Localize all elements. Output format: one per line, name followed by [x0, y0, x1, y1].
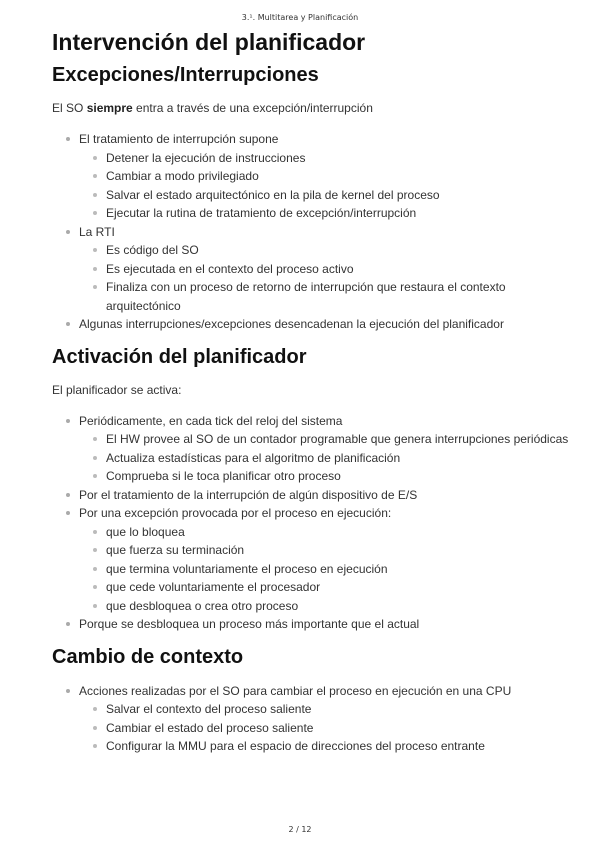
sub-list-item: El HW provee al SO de un contador programable que genera interrupciones periódicas — [106, 430, 572, 449]
section-heading: Cambio de contexto — [52, 645, 244, 668]
section-heading: Excepciones/Interrupciones — [52, 64, 319, 86]
section-activation — [52, 344, 572, 634]
intro-text: entra a través de una excepción/interrupción — [132, 101, 373, 115]
section-exceptions — [52, 62, 572, 334]
sub-bullet-list — [79, 430, 572, 486]
list-item — [79, 615, 572, 634]
sub-list-item: que cede voluntariamente el procesador — [106, 578, 572, 597]
intro-text: El SO — [52, 101, 87, 115]
sub-list-item: Actualiza estadísticas para el algoritmo de planificación — [106, 449, 572, 468]
sub-bullet-list — [79, 149, 572, 223]
sub-bullet-list — [79, 523, 572, 616]
list-item — [79, 130, 572, 223]
sub-bullet-list — [79, 241, 572, 315]
sub-list-item: Cambiar el estado del proceso saliente — [106, 719, 572, 738]
list-item — [79, 504, 572, 615]
list-item-text: La RTI — [79, 224, 115, 239]
bullet-list — [52, 682, 572, 756]
page-title: Intervención del planificador — [52, 29, 366, 55]
sub-list-item: Es ejecutada en el contexto del proceso activo — [106, 260, 572, 279]
sub-list-item: que lo bloquea — [106, 523, 572, 542]
page-content — [52, 28, 572, 756]
list-item — [79, 315, 572, 334]
sub-list-item: que termina voluntariamente el proceso en ejecución — [106, 560, 572, 579]
list-item-text: Acciones realizadas por el SO para cambiar el proceso en ejecución en una CPU — [79, 683, 512, 698]
bullet-list — [52, 130, 572, 334]
sub-list-item: Detener la ejecución de instrucciones — [106, 149, 572, 168]
sub-bullet-list — [79, 700, 572, 756]
section-context-switch — [52, 644, 572, 756]
sub-list-item: Es código del SO — [106, 241, 572, 260]
bullet-list — [52, 412, 572, 634]
list-item-text: Por una excepción provocada por el proceso en ejecución: — [79, 506, 392, 520]
list-item-text: Por el tratamiento de la interrupción de algún dispositivo de E/S — [79, 487, 418, 502]
sub-list-item: Salvar el contexto del proceso saliente — [106, 700, 572, 719]
list-item — [79, 412, 572, 486]
list-item-text: El tratamiento de interrupción supone — [79, 132, 279, 146]
list-item-text: Periódicamente, en cada tick del reloj del sistema — [79, 413, 343, 428]
sub-list-item: que desbloquea o crea otro proceso — [106, 597, 572, 616]
running-header: 3.¹. Multitarea y Planificación — [241, 13, 359, 22]
sub-list-item: Ejecutar la rutina de tratamiento de excepción/interrupción — [106, 204, 572, 223]
section-intro: El planificador se activa: — [52, 382, 182, 397]
list-item-text: Porque se desbloquea un proceso más importante que el actual — [79, 617, 420, 631]
page-number: 2 / 12 — [288, 825, 312, 834]
list-item-text: Algunas interrupciones/excepciones desencadenan la ejecución del planificador — [79, 317, 504, 331]
list-item — [79, 223, 572, 316]
sub-list-item: Configurar la MMU para el espacio de direcciones del proceso entrante — [106, 737, 572, 756]
sub-list-item: que fuerza su terminación — [106, 541, 572, 560]
sub-list-item: Salvar el estado arquitectónico en la pila de kernel del proceso — [106, 186, 572, 205]
intro-emphasis: siempre — [86, 101, 133, 115]
list-item — [79, 682, 572, 756]
list-item — [79, 486, 572, 505]
sub-list-item: Comprueba si le toca planificar otro proceso — [106, 467, 572, 486]
section-heading: Activación del planificador — [52, 345, 307, 368]
section-intro — [52, 100, 572, 116]
sub-list-item: Cambiar a modo privilegiado — [106, 167, 572, 186]
sub-list-item: Finaliza con un proceso de retorno de interrupción que restaura el contexto arquitectónico — [106, 278, 572, 315]
